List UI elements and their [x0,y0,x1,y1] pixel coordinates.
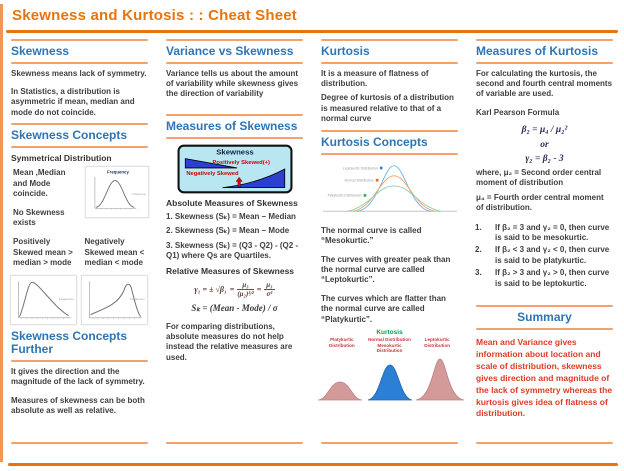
legend-platykurtic: Platykurtic Distribution [327,193,362,198]
label-mesokurtic: Mesokurtic Distribution [376,342,403,354]
absolute-relative-text: Measures of skewness can be both absolute as well as relative. [11,395,145,416]
skewness-diagram [177,144,293,194]
mean-median-mode-text: Mean ,Median and Mode coincide. [13,168,66,199]
kurtosis-moments-text: For calculating the kurtosis, the second and fourth central moments of variable are used. [476,68,613,99]
section-divider [476,305,613,307]
karl-pearson-label: Karl Pearson Formula [476,107,560,117]
kurtosis-figure-title: Kurtosis [376,328,403,336]
section-divider [476,39,613,41]
section-divider [321,62,458,64]
equals-sign: = [256,284,262,294]
kurtosis-conditions-list [473,221,616,291]
columns-container [0,33,624,447]
formula-fraction [264,281,274,298]
section-divider [166,62,303,64]
item-number: 1. [475,222,482,232]
absolute-measure-item: 3. Skewness (Sₖ) = (Q3 - Q2) - (Q2 - Q1) where Qs are Quartiles. [166,240,299,261]
kurtosis-definition: It is a measure of flatness of distribution. [321,68,429,89]
diagram-title: Skewness [215,147,254,157]
section-divider [11,146,148,148]
skewness-definition: Skewness means lack of symmetry. [11,68,147,78]
heading-variance-vs-skewness: Variance vs Skewness [166,43,294,58]
fraction-denominator: σ³ [266,289,273,298]
section-divider [11,39,148,41]
where-mu2-text: where, μ₂ = Second order central moment of distribution [476,168,602,188]
absolute-measure-item: 2. Skewness (Sₖ) = Mean – Mode [166,226,290,236]
section-divider [321,442,458,444]
absolute-measures-title: Absolute Measures of Skewness [166,198,298,209]
kurtosis-figure-labels [318,337,461,354]
label-platykurtic: Platykurtic Distribution [328,336,355,348]
section-divider [321,130,458,132]
mini-chart-title: Frequency [107,170,129,176]
section-divider [476,62,613,64]
column-variance-measures [163,36,306,447]
condition-item [475,245,616,266]
variance-vs-skewness-text: Variance tells us about the amount of variability while skewness gives the direction of variability [166,68,299,99]
heading-summary: Summary [517,309,572,324]
mini-chart-legend: Frequency [129,296,145,301]
relative-skewness-formula [163,278,306,301]
platykurtic-text: The curves which are flatter than the normal curve are called “Platykurtic”. [321,293,446,324]
section-divider [166,442,303,444]
summary-text: Mean and Variance gives information about location and scale of distribution, skewness gives direction and magnitude of the lack of symmetry whereas the kurtosis gives idea of flatness of distribution. [476,337,613,419]
leptokurtic-text: The curves with greater peak than the normal curve are called “Leptokurtic”. [321,254,451,285]
relative-measures-title: Relative Measures of Skewness [166,265,295,276]
fraction-denominator: (μ₂)³⁄² [237,289,254,298]
item-number: 3. [475,268,482,278]
column-measures-kurtosis [473,36,616,447]
heading-skewness-concepts-further: Skewness Concepts Further [11,328,128,356]
section-divider [11,123,148,125]
or-label: or [540,139,549,150]
kurtosis-degree-text: Degree of kurtosis of a distribution is measured relative to that of a normal curve [321,93,454,124]
fraction-numerator: μ₃ [237,281,253,290]
section-divider [11,442,148,444]
label-normal-mesokurtic [366,337,414,354]
positively-skewed-chart [10,275,77,325]
negatively-skewed-label: Negatively Skewed mean < median < mode [84,237,145,268]
page-title: Skewness and Kurtosis : : Cheat Sheet [12,7,297,24]
mini-chart-legend: Frequency [58,296,74,301]
item-text: If β₂ > 3 and γ₂ > 0, then curve is said to be leptokurtic. [495,268,610,288]
legend-leptokurtic: Leptokurtic Distribution [342,166,378,171]
formula-fraction [237,281,253,298]
section-divider [476,442,613,444]
heading-measures-of-skewness: Measures of Skewness [166,118,298,133]
label-leptokurtic: Leptokurtic Distribution [424,336,451,348]
section-divider [166,114,303,116]
section-divider [321,39,458,41]
condition-item [475,223,616,244]
formula-lhs: γ₁ = ± √β₁ [194,284,227,294]
item-text: If β₂ < 3 and γ₂ < 0, then curve is said to be platykurtic. [495,245,610,265]
heading-skewness: Skewness [11,43,70,58]
kurtosis-curves-chart [319,158,461,220]
comparing-distributions-note: For comparing distributions, absolute measures do not help instead the relative measures are used. [166,321,293,362]
section-divider [476,328,613,330]
negatively-skewed-diagram-label: Negatively Skewed [185,171,239,178]
heading-skewness-concepts: Skewness Concepts [11,128,128,143]
sk-mode-formula: Sₖ = (Mean - Mode) / σ [191,302,278,313]
fraction-numerator: μ₃ [266,280,273,289]
heading-measures-of-kurtosis: Measures of Kurtosis [476,43,599,58]
no-skewness-text: No Skewness exists [13,207,65,227]
label-normal: Normal Distribution [368,336,411,342]
symmetrical-distribution-label: Symmetrical Distribution [11,153,112,164]
item-text: If β₂ = 3 and γ₂ = 0, then curve is said to be mesokurtic. [495,222,610,242]
mesokurtic-text: The normal curve is called “Mesokurtic.” [321,225,422,246]
section-divider [321,153,458,155]
legend-normal: Normal Distribution [344,178,374,183]
section-divider [166,39,303,41]
where-mu4-text: μ₄ = Fourth order central moment of distribution. [476,192,604,213]
section-divider [11,62,148,64]
positively-skewed-label: Positively Skewed mean > median > mode [13,237,73,268]
equals-sign: = [229,284,235,294]
kurtosis-filled-curves [316,354,464,404]
gamma2-formula: γ₂ = β₂ - 3 [525,153,564,164]
positively-skewed-diagram-label: Positively Skewed(+) [211,159,270,166]
negatively-skewed-chart [81,275,148,325]
beta2-formula: β₂ = μ₄ / μ₂² [521,125,568,136]
mini-chart-legend: Frequency [132,192,146,197]
condition-item [475,268,616,289]
heading-kurtosis-concepts: Kurtosis Concepts [321,134,428,149]
beta-formula-block [473,123,616,166]
section-divider [11,360,148,362]
bottom-accent-bar [8,463,618,466]
section-divider [166,137,303,139]
left-accent-bar [0,4,3,462]
column-kurtosis [318,36,461,447]
direction-magnitude-text: It gives the direction and the magnitude of the lack of symmetry. [11,366,145,387]
absolute-measure-item: 1. Skewness (Sₖ) = Mean – Median [166,212,296,222]
column-skewness [8,36,151,447]
skewness-asymmetric-note: In Statistics, a distribution is asymmetric if mean, median and mode do not coincide. [11,87,135,117]
heading-kurtosis: Kurtosis [321,43,370,58]
item-number: 2. [475,245,482,255]
symmetrical-distribution-chart [85,166,149,218]
